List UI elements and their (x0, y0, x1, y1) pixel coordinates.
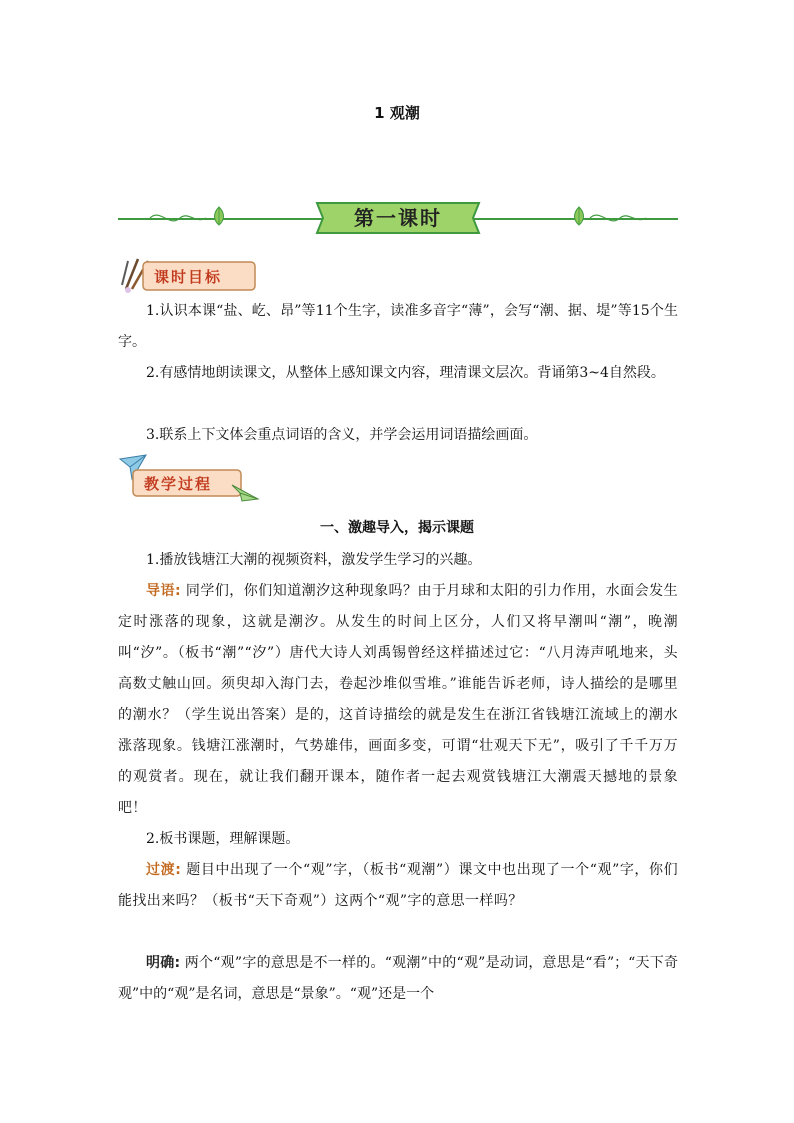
intro-label: 导语: (146, 583, 181, 599)
intro-text: 同学们，你们知道潮汐这种现象吗？由于月球和太阳的引力作用，水面会发生定时涨落的现象，这就是潮汐。从发生的时间上区分，人们又将早潮叫“潮”，晚潮叫“汐”。（板书“潮”“汐”）唐代大诗人刘禹锡曾经这样描述过它：“八月涛声吼地来，头高数丈触山回。须臾却入海门去，卷起沙堆似雪堆。”谁能告诉老师，诗人描绘的是哪里的潮水？（学生说出答案）是的，这首诗描绘的就是发生在浙江省钱塘江流域上的潮水涨落现象。钱塘江涨潮时，气势雄伟，画面多变，可谓“壮观天下无”，吸引了千千万万的观赏者。现在，就让我们翻开课本，随作者一起去观赏钱塘江大潮震天撼地的景象吧！ (118, 583, 678, 816)
intro-paragraph (118, 576, 678, 824)
paper-plane-icon (230, 481, 260, 503)
goals-badge-label: 课时目标 (154, 268, 223, 286)
transition-paragraph (118, 855, 678, 917)
transition-label: 过渡: (146, 862, 182, 878)
step-1: 1.播放钱塘江大潮的视频资料，激发学生学习的兴趣。 (146, 552, 482, 568)
step-2: 2.板书课题，理解课题。 (146, 831, 300, 847)
lesson-banner (118, 198, 678, 240)
vine-swirl-icon (148, 208, 208, 228)
clarify-text: 两个“观”字的意思是不一样的。“观潮”中的“观”是动词，意思是“看”；“天下奇观”中的“观”是名词，意思是“景象”。“观”还是一个 (118, 955, 678, 1002)
process-badge-label: 教学过程 (144, 475, 213, 493)
goal-1: 1.认识本课“盐、屹、昂”等11个生字，读准多音字“薄”，会写“潮、据、堤”等15个生字。 (118, 303, 678, 350)
clarify-label: 明确: (146, 955, 181, 971)
goal-2: 2.有感情地朗读课文，从整体上感知课文内容，理清课文层次。背诵第3~4自然段。 (146, 365, 665, 381)
lesson-banner-label: 第一课时 (354, 206, 442, 230)
leaf-icon (213, 206, 225, 226)
goals-badge (118, 255, 258, 295)
leaf-icon (573, 206, 585, 226)
goal-3: 3.联系上下文体会重点词语的含义，并学会运用词语描绘画面。 (146, 427, 538, 443)
process-badge (118, 453, 260, 503)
section-heading: 一、激趣导入，揭示课题 (320, 520, 474, 536)
vine-swirl-icon (588, 208, 648, 228)
page-title: 1 观潮 (374, 104, 420, 122)
clarify-paragraph (118, 948, 678, 1010)
transition-text: 题目中出现了一个“观”字，（板书“观潮”）课文中也出现了一个“观”字，你们能找出来吗？（板书“天下奇观”）这两个“观”字的意思一样吗？ (118, 862, 678, 909)
